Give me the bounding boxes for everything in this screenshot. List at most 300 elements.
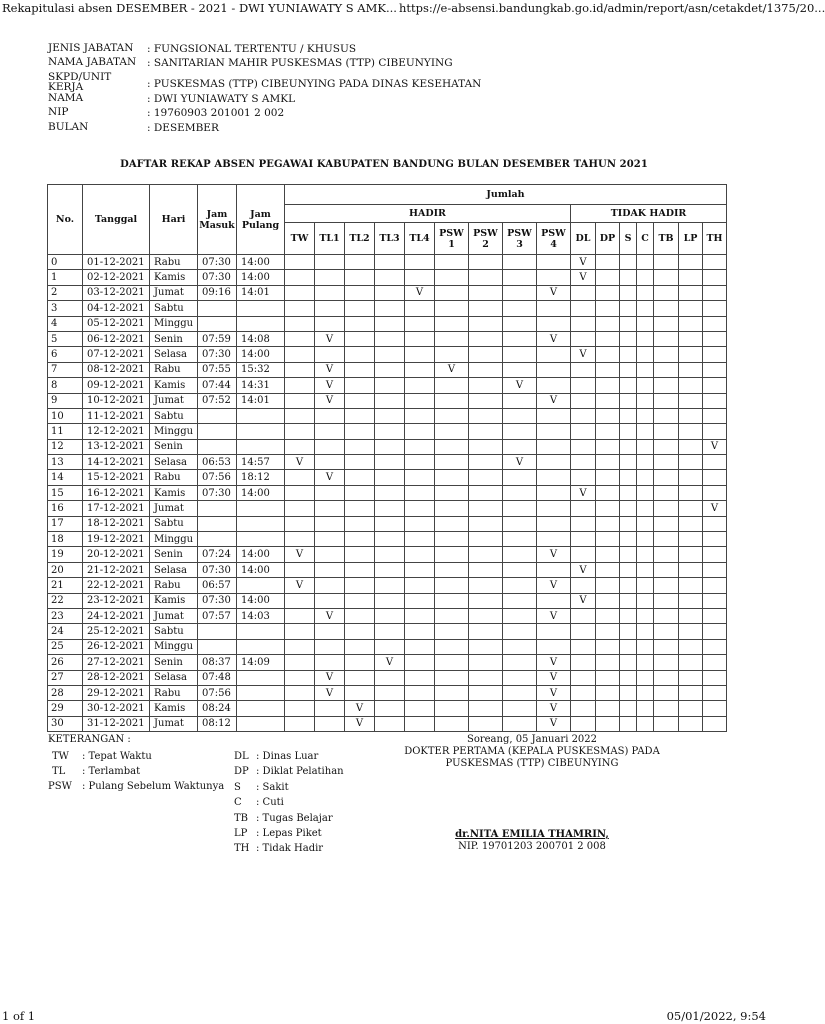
cell-mark-tl2 (345, 593, 375, 608)
cell-mark-th (703, 347, 727, 362)
cell-mark-dl (571, 455, 596, 470)
cell-mark-psw-3 (503, 655, 537, 670)
cell-mark-tl4 (405, 455, 435, 470)
cell-mark-dp (596, 408, 620, 423)
cell-no: 7 (48, 362, 83, 377)
cell-mark-c (637, 439, 654, 454)
cell-mark-c (637, 716, 654, 731)
cell-pulang: 14:00 (237, 270, 285, 285)
cell-mark-dl (571, 655, 596, 670)
cell-tanggal: 26-12-2021 (83, 639, 150, 654)
table-row (48, 301, 727, 316)
cell-pulang: 14:09 (237, 655, 285, 670)
cell-mark-tb (654, 331, 679, 346)
cell-mark-lp (679, 608, 703, 623)
cell-mark-tb (654, 455, 679, 470)
cell-mark-psw-3 (503, 424, 537, 439)
col-jam-pulang: Jam Pulang (237, 185, 285, 255)
cell-mark-s (620, 424, 637, 439)
cell-mark-tl1 (315, 547, 345, 562)
cell-mark-psw-1 (435, 701, 469, 716)
cell-mark-lp (679, 639, 703, 654)
cell-tanggal: 05-12-2021 (83, 316, 150, 331)
cell-mark-dp (596, 347, 620, 362)
cell-mark-psw-2 (469, 393, 503, 408)
cell-mark-th: V (703, 501, 727, 516)
cell-mark-th (703, 685, 727, 700)
cell-mark-dp (596, 301, 620, 316)
col-tanggal: Tanggal (83, 185, 150, 255)
cell-mark-psw-2 (469, 716, 503, 731)
cell-pulang (237, 408, 285, 423)
cell-no: 16 (48, 501, 83, 516)
cell-mark-psw-1 (435, 347, 469, 362)
cell-mark-tl3 (375, 255, 405, 270)
cell-mark-dp (596, 655, 620, 670)
cell-mark-psw-2 (469, 639, 503, 654)
cell-mark-tl2 (345, 547, 375, 562)
cell-mark-psw-4 (537, 485, 571, 500)
cell-tanggal: 10-12-2021 (83, 393, 150, 408)
cell-mark-lp (679, 516, 703, 531)
table-row (48, 593, 727, 608)
cell-mark-s (620, 270, 637, 285)
cell-mark-tl4: V (405, 285, 435, 300)
cell-mark-tl1 (315, 562, 345, 577)
cell-mark-psw-1 (435, 501, 469, 516)
cell-mark-psw-2 (469, 655, 503, 670)
cell-mark-psw-1 (435, 685, 469, 700)
cell-mark-psw-3 (503, 516, 537, 531)
cell-masuk: 08:12 (198, 716, 237, 731)
cell-no: 27 (48, 670, 83, 685)
cell-masuk: 07:48 (198, 670, 237, 685)
cell-mark-tb (654, 424, 679, 439)
cell-mark-tl2 (345, 331, 375, 346)
cell-mark-tb (654, 347, 679, 362)
cell-mark-tl1 (315, 439, 345, 454)
page-title: Rekapitulasi absen DESEMBER - 2021 - DWI YUNIAWATY S AMK... (2, 1, 397, 15)
cell-mark-tl3 (375, 485, 405, 500)
cell-no: 18 (48, 532, 83, 547)
report-title: DAFTAR REKAP ABSEN PEGAWAI KABUPATEN BANDUNG BULAN DESEMBER TAHUN 2021 (120, 159, 648, 170)
cell-mark-tl3: V (375, 655, 405, 670)
cell-masuk (198, 439, 237, 454)
cell-mark-lp (679, 701, 703, 716)
cell-mark-s (620, 408, 637, 423)
table-row (48, 424, 727, 439)
cell-mark-tl3 (375, 301, 405, 316)
cell-no: 13 (48, 455, 83, 470)
cell-masuk (198, 408, 237, 423)
cell-mark-tl3 (375, 470, 405, 485)
cell-no: 0 (48, 255, 83, 270)
cell-pulang (237, 501, 285, 516)
cell-mark-c (637, 424, 654, 439)
cell-mark-tl4 (405, 562, 435, 577)
cell-mark-tl1: V (315, 685, 345, 700)
cell-mark-dl (571, 608, 596, 623)
cell-mark-psw-2 (469, 562, 503, 577)
cell-mark-c (637, 593, 654, 608)
cell-masuk (198, 501, 237, 516)
cell-mark-dp (596, 670, 620, 685)
cell-mark-tb (654, 716, 679, 731)
cell-mark-psw-4 (537, 532, 571, 547)
cell-mark-tl1 (315, 578, 345, 593)
cell-mark-psw-4 (537, 378, 571, 393)
cell-hari: Selasa (150, 670, 198, 685)
cell-mark-psw-1 (435, 301, 469, 316)
legend-code: DL (234, 751, 249, 762)
cell-mark-tl2 (345, 439, 375, 454)
cell-mark-s (620, 624, 637, 639)
cell-mark-psw-2 (469, 455, 503, 470)
cell-mark-psw-3 (503, 331, 537, 346)
cell-mark-psw-3 (503, 670, 537, 685)
cell-mark-dl (571, 439, 596, 454)
cell-no: 5 (48, 331, 83, 346)
cell-mark-th (703, 562, 727, 577)
cell-mark-tw (285, 639, 315, 654)
cell-mark-c (637, 270, 654, 285)
cell-no: 25 (48, 639, 83, 654)
cell-mark-psw-4: V (537, 547, 571, 562)
legend-code: TL (52, 766, 66, 777)
cell-mark-c (637, 532, 654, 547)
cell-pulang: 14:00 (237, 593, 285, 608)
cell-mark-tl4 (405, 331, 435, 346)
cell-mark-dp (596, 685, 620, 700)
cell-mark-tw (285, 285, 315, 300)
cell-mark-psw-1 (435, 532, 469, 547)
cell-mark-psw-4: V (537, 716, 571, 731)
legend-code: TB (234, 812, 249, 824)
cell-mark-psw-2 (469, 516, 503, 531)
cell-masuk: 09:16 (198, 285, 237, 300)
cell-mark-tw (285, 608, 315, 623)
cell-mark-s (620, 331, 637, 346)
cell-mark-psw-1 (435, 547, 469, 562)
cell-mark-tl4 (405, 439, 435, 454)
cell-mark-lp (679, 455, 703, 470)
cell-mark-tb (654, 485, 679, 500)
info-key: SKPD/UNIT KERJA (48, 70, 112, 93)
cell-mark-psw-4: V (537, 685, 571, 700)
cell-no: 14 (48, 470, 83, 485)
cell-hari: Minggu (150, 639, 198, 654)
cell-mark-s (620, 362, 637, 377)
cell-mark-tl2 (345, 316, 375, 331)
cell-mark-psw-1 (435, 608, 469, 623)
cell-masuk (198, 624, 237, 639)
cell-mark-tl4 (405, 501, 435, 516)
cell-mark-dl (571, 547, 596, 562)
cell-mark-tl3 (375, 408, 405, 423)
cell-mark-tl1 (315, 701, 345, 716)
col-code-psw-4: PSW 4 (537, 223, 571, 255)
cell-mark-psw-3 (503, 316, 537, 331)
cell-pulang (237, 639, 285, 654)
cell-mark-tb (654, 408, 679, 423)
cell-masuk (198, 301, 237, 316)
cell-mark-dl (571, 424, 596, 439)
cell-mark-s (620, 516, 637, 531)
cell-mark-tb (654, 624, 679, 639)
cell-mark-psw-3 (503, 716, 537, 731)
cell-mark-tl4 (405, 532, 435, 547)
cell-mark-psw-1 (435, 393, 469, 408)
legend-desc: : Tepat Waktu (82, 751, 152, 762)
cell-mark-s (620, 608, 637, 623)
cell-mark-dl (571, 532, 596, 547)
cell-mark-psw-1 (435, 470, 469, 485)
cell-mark-lp (679, 331, 703, 346)
cell-mark-psw-1 (435, 378, 469, 393)
cell-mark-s (620, 393, 637, 408)
cell-mark-tl4 (405, 547, 435, 562)
cell-mark-s (620, 347, 637, 362)
cell-mark-psw-2 (469, 701, 503, 716)
cell-mark-dl (571, 516, 596, 531)
col-code-psw-3: PSW 3 (503, 223, 537, 255)
cell-masuk: 06:57 (198, 578, 237, 593)
cell-mark-tl1 (315, 347, 345, 362)
cell-masuk: 07:57 (198, 608, 237, 623)
cell-mark-s (620, 547, 637, 562)
cell-mark-psw-3 (503, 593, 537, 608)
cell-mark-s (620, 639, 637, 654)
table-row (48, 562, 727, 577)
cell-mark-tl4 (405, 424, 435, 439)
cell-mark-psw-2 (469, 316, 503, 331)
cell-tanggal: 28-12-2021 (83, 670, 150, 685)
cell-mark-th (703, 655, 727, 670)
cell-mark-psw-1 (435, 655, 469, 670)
cell-mark-psw-3 (503, 439, 537, 454)
cell-mark-tl3 (375, 716, 405, 731)
cell-mark-tl4 (405, 362, 435, 377)
cell-mark-tl3 (375, 608, 405, 623)
cell-mark-tl3 (375, 455, 405, 470)
cell-mark-psw-2 (469, 547, 503, 562)
cell-mark-tl1: V (315, 670, 345, 685)
cell-no: 2 (48, 285, 83, 300)
cell-mark-tl2 (345, 347, 375, 362)
cell-mark-tl3 (375, 532, 405, 547)
cell-mark-dp (596, 562, 620, 577)
cell-pulang: 14:01 (237, 285, 285, 300)
cell-mark-dl (571, 393, 596, 408)
cell-mark-c (637, 470, 654, 485)
cell-pulang (237, 316, 285, 331)
cell-mark-lp (679, 624, 703, 639)
cell-mark-tw (285, 485, 315, 500)
cell-mark-psw-3 (503, 347, 537, 362)
cell-hari: Selasa (150, 562, 198, 577)
cell-mark-tw (285, 347, 315, 362)
cell-tanggal: 02-12-2021 (83, 270, 150, 285)
cell-tanggal: 27-12-2021 (83, 655, 150, 670)
cell-mark-tw (285, 516, 315, 531)
cell-mark-dp (596, 608, 620, 623)
cell-mark-tw: V (285, 578, 315, 593)
print-datetime: 05/01/2022, 9:54 (666, 1009, 766, 1023)
cell-mark-psw-1 (435, 485, 469, 500)
legend-code: LP (234, 827, 248, 839)
cell-mark-psw-4 (537, 455, 571, 470)
cell-mark-th (703, 593, 727, 608)
cell-hari: Jumat (150, 608, 198, 623)
table-row (48, 516, 727, 531)
cell-mark-lp (679, 316, 703, 331)
cell-masuk: 07:30 (198, 270, 237, 285)
cell-mark-dp (596, 485, 620, 500)
table-row (48, 255, 727, 270)
cell-mark-c (637, 624, 654, 639)
cell-mark-psw-4: V (537, 655, 571, 670)
signature-name: dr.NITA EMILIA THAMRIN, (455, 829, 609, 840)
cell-mark-tl2: V (345, 716, 375, 731)
cell-no: 6 (48, 347, 83, 362)
cell-mark-c (637, 562, 654, 577)
cell-mark-tl2 (345, 378, 375, 393)
cell-hari: Selasa (150, 455, 198, 470)
cell-mark-psw-3 (503, 255, 537, 270)
cell-pulang (237, 578, 285, 593)
cell-hari: Sabtu (150, 516, 198, 531)
cell-pulang (237, 701, 285, 716)
cell-hari: Jumat (150, 393, 198, 408)
cell-mark-dl (571, 316, 596, 331)
cell-mark-lp (679, 270, 703, 285)
cell-mark-dp (596, 285, 620, 300)
cell-mark-dl: V (571, 255, 596, 270)
cell-mark-th (703, 424, 727, 439)
cell-mark-tl1 (315, 316, 345, 331)
signature-block (380, 734, 684, 852)
cell-mark-tb (654, 547, 679, 562)
cell-pulang (237, 670, 285, 685)
cell-masuk: 08:37 (198, 655, 237, 670)
col-code-tl3: TL3 (375, 223, 405, 255)
table-row (48, 608, 727, 623)
cell-mark-psw-2 (469, 670, 503, 685)
cell-mark-psw-3 (503, 608, 537, 623)
info-key: NAMA (48, 91, 84, 104)
cell-mark-lp (679, 532, 703, 547)
table-row (48, 393, 727, 408)
cell-hari: Senin (150, 331, 198, 346)
cell-mark-psw-2 (469, 501, 503, 516)
cell-mark-tl3 (375, 316, 405, 331)
cell-mark-tl4 (405, 685, 435, 700)
cell-masuk: 07:59 (198, 331, 237, 346)
cell-mark-th (703, 255, 727, 270)
cell-mark-psw-3 (503, 547, 537, 562)
legend-code: DP (234, 766, 249, 778)
cell-mark-tl1 (315, 516, 345, 531)
cell-mark-psw-4 (537, 270, 571, 285)
cell-mark-psw-1: V (435, 362, 469, 377)
table-row (48, 501, 727, 516)
cell-mark-c (637, 701, 654, 716)
cell-mark-tl4 (405, 255, 435, 270)
cell-tanggal: 04-12-2021 (83, 301, 150, 316)
cell-mark-tw (285, 624, 315, 639)
cell-mark-s (620, 285, 637, 300)
cell-mark-dl (571, 578, 596, 593)
cell-masuk (198, 532, 237, 547)
col-code-tl4: TL4 (405, 223, 435, 255)
cell-mark-th (703, 547, 727, 562)
cell-mark-dp (596, 316, 620, 331)
cell-mark-psw-2 (469, 608, 503, 623)
legend-code: PSW (48, 781, 72, 792)
cell-mark-tl3 (375, 285, 405, 300)
cell-mark-dp (596, 439, 620, 454)
cell-mark-lp (679, 670, 703, 685)
cell-mark-tw (285, 408, 315, 423)
cell-masuk: 07:30 (198, 593, 237, 608)
cell-mark-tl1: V (315, 378, 345, 393)
cell-mark-psw-4: V (537, 670, 571, 685)
cell-mark-s (620, 501, 637, 516)
cell-hari: Rabu (150, 362, 198, 377)
cell-mark-tl4 (405, 408, 435, 423)
legend-desc: : Tidak Hadir (256, 843, 324, 855)
cell-mark-tb (654, 301, 679, 316)
cell-mark-c (637, 301, 654, 316)
cell-tanggal: 07-12-2021 (83, 347, 150, 362)
cell-mark-tw (285, 716, 315, 731)
cell-no: 23 (48, 608, 83, 623)
cell-mark-tl1 (315, 301, 345, 316)
cell-masuk (198, 516, 237, 531)
cell-mark-th (703, 393, 727, 408)
cell-mark-psw-3 (503, 270, 537, 285)
cell-mark-psw-3: V (503, 378, 537, 393)
cell-mark-tw: V (285, 547, 315, 562)
table-row (48, 485, 727, 500)
cell-no: 4 (48, 316, 83, 331)
cell-mark-psw-3 (503, 685, 537, 700)
cell-mark-psw-1 (435, 716, 469, 731)
cell-mark-psw-4 (537, 301, 571, 316)
cell-mark-s (620, 455, 637, 470)
cell-mark-tw (285, 378, 315, 393)
page-url[interactable]: https://e-absensi.bandungkab.go.id/admin/report/asn/cetakdet/1375/20... (399, 1, 825, 15)
cell-mark-dp (596, 424, 620, 439)
cell-mark-th (703, 516, 727, 531)
cell-mark-tl1: V (315, 608, 345, 623)
cell-mark-tw (285, 701, 315, 716)
cell-mark-dl (571, 501, 596, 516)
cell-mark-th (703, 639, 727, 654)
cell-masuk: 07:56 (198, 470, 237, 485)
cell-mark-psw-3 (503, 408, 537, 423)
cell-tanggal: 17-12-2021 (83, 501, 150, 516)
cell-mark-lp (679, 347, 703, 362)
cell-mark-tl3 (375, 670, 405, 685)
legend-code: S (234, 781, 241, 793)
cell-mark-c (637, 655, 654, 670)
cell-mark-tb (654, 578, 679, 593)
cell-mark-dp (596, 716, 620, 731)
cell-hari: Kamis (150, 378, 198, 393)
cell-mark-th (703, 716, 727, 731)
cell-mark-th: V (703, 439, 727, 454)
